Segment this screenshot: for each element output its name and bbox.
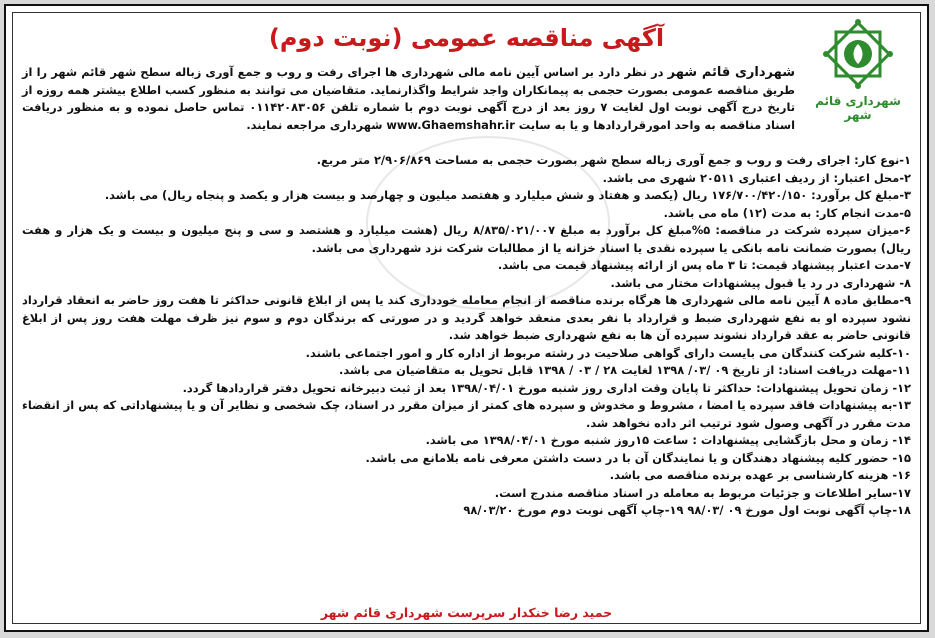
condition-item: ۱۵- حضور کلیه پیشنهاد دهندگان و یا نمایندگان آن با در دست داشتن معرفی نامه بلامانع می باشد. — [365, 450, 911, 465]
conditions-list — [22, 152, 911, 520]
condition-item: ۷-مدت اعتبار پیشنهاد قیمت: تا ۳ ماه پس از ارائه پیشنهاد قیمت می باشد. — [497, 258, 911, 272]
condition-item: ۱۷-سایر اطلاعات و جزئیات مربوط به معامله در اسناد مناقصه مندرج است. — [494, 485, 911, 500]
intro-paragraph — [22, 64, 795, 134]
condition-item: ۵-مدت انجام کار: به مدت (۱۲) ماه می باشد. — [663, 205, 911, 220]
logo-caption: شهرداری قائم شهر — [815, 94, 901, 122]
condition-item: ۲-محل اعتبار: از ردیف اعتباری ۲۰۵۱۱ شهری می باشد. — [602, 170, 911, 185]
condition-item: ۳-مبلغ کل برآورد: ۱۷۶/۷۰۰/۴۲۰/۱۵۰ ریال (یکصد و هفتاد و شش میلیارد و هفتصد میلیون و چهارصد و بیست هزار و یکصد و پنجاه ریال) می باشد. — [104, 188, 911, 202]
condition-item: ۸- شهرداری در رد یا قبول پیشنهادات مختار می باشد. — [610, 275, 911, 290]
municipality-logo — [803, 16, 913, 122]
condition-item: ۱۱-مهلت دریافت اسناد: از تاریخ ۰۹ /۰۳/ ۱۳۹۸ لغایت ۲۸ / ۰۳ / ۱۳۹۸ قابل تحویل به متقاضیان می باشد. — [339, 363, 911, 377]
intro-text: در نظر دارد بر اساس آیین نامه مالی شهرداری ها اجرای رفت و روب و جمع آوری زباله سطح شهر قائم شهر را از طریق مناقصه عمومی بصورت حجمی به پیمانکاران واجد شرایط واگذارنماید. متقاضیان می توانند به منظور کسب اطلاع بیشتر همه روزه از تاریخ درج آگهی نوبت اول لغایت ۷ روز بعد از درج آگهی نوبت دوم با شماره تلفن ۰۱۱۴۲۰۸۳۰۵۶ تماس حاصل نموده و به منظور دریافت اسناد مناقصه به واحد امورقراردادها و یا به سایت www.Ghaemshahr.ir شهرداری مراجعه نمایند. — [22, 65, 795, 132]
signature-line: حمید رضا خنکدار سرپرست شهرداری قائم شهر — [320, 605, 613, 620]
condition-item: ۹-مطابق ماده ۸ آیین نامه مالی شهرداری ها هرگاه برنده مناقصه از انجام معامله خودداری کند یا پس از ابلاغ قانونی حداکثر تا هفت روز حاضر به انعقاد قرارداد نشود سپرده او به نفع شهرداری ضبط و قرارداد با نفر بعدی منعقد خواهد گردید و در صورتی که برندگان دوم و سوم نیز ظرف مهلت هفت روز پس از ابلاغ قانونی حاضر به عقد قرارداد نشوند سپرده آن ها به نفع شهرداری ضبط خواهد شد. — [22, 293, 912, 342]
condition-item: ۱۰-کلیه شرکت کنندگان می بایست دارای گواهی صلاحیت در رشته مربوط از اداره کار و امور اجتماعی باشند. — [305, 345, 911, 360]
condition-item: ۱۴- زمان و محل بازگشایی پیشنهادات : ساعت ۱۵روز شنبه مورخ ۱۳۹۸/۰۴/۰۱ می باشد. — [425, 433, 911, 447]
condition-item: ۱۲- زمان تحویل پیشنهادات: حداکثر تا پایان وقت اداری روز شنبه مورخ ۱۳۹۸/۰۴/۰۱ بعد از ثبت دبیرخانه تحویل دفتر قراردادها گردد. — [182, 380, 911, 395]
notice-page — [4, 4, 929, 632]
condition-item: ۶-میزان سپرده شرکت در مناقصه: ۵%مبلغ کل برآورد به مبلغ ۸/۸۳۵/۰۲۱/۰۰۷ ریال (هشت میلیارد و هشتصد و سی و پنج میلیون و بیست و یک هزار و هفت ریال) بصورت ضمانت نامه بانکی یا سپرده نقدی یا اسناد خزانه یا از مطالبات شرکت نزد شهرداری می باشد. — [22, 223, 912, 255]
condition-item: ۱-نوع کار: اجرای رفت و روب و جمع آوری زباله سطح شهر بصورت حجمی به مساحت ۲/۹۰۶/۸۶۹ متر مربع. — [316, 153, 911, 167]
intro-lead: شهرداری قائم شهر — [667, 65, 795, 80]
condition-item: ۱۸-چاپ آگهی نوبت اول مورخ ۰۹ /۹۸/۰۳ ۱۹-چاپ آگهی نوبت دوم مورخ ۹۸/۰۳/۲۰ — [463, 503, 911, 517]
condition-item: ۱۳-به پیشنهادات فاقد سپرده یا امضا ، مشروط و مخدوش و سپرده های کمتر از میزان مقرر در اسناد، چک شخصی و نظایر آن و یا پیشنهاداتی که پس از انقضاء مدت مقرر در آگهی وصول شود ترتیب اثر داده نخواهد شد. — [22, 398, 911, 430]
logo-emblem-icon — [820, 16, 896, 92]
condition-item: ۱۶- هزینه کارشناسی بر عهده برنده مناقصه می باشد. — [609, 468, 911, 482]
notice-title: آگهی مناقصه عمومی (نوبت دوم) — [268, 24, 665, 52]
